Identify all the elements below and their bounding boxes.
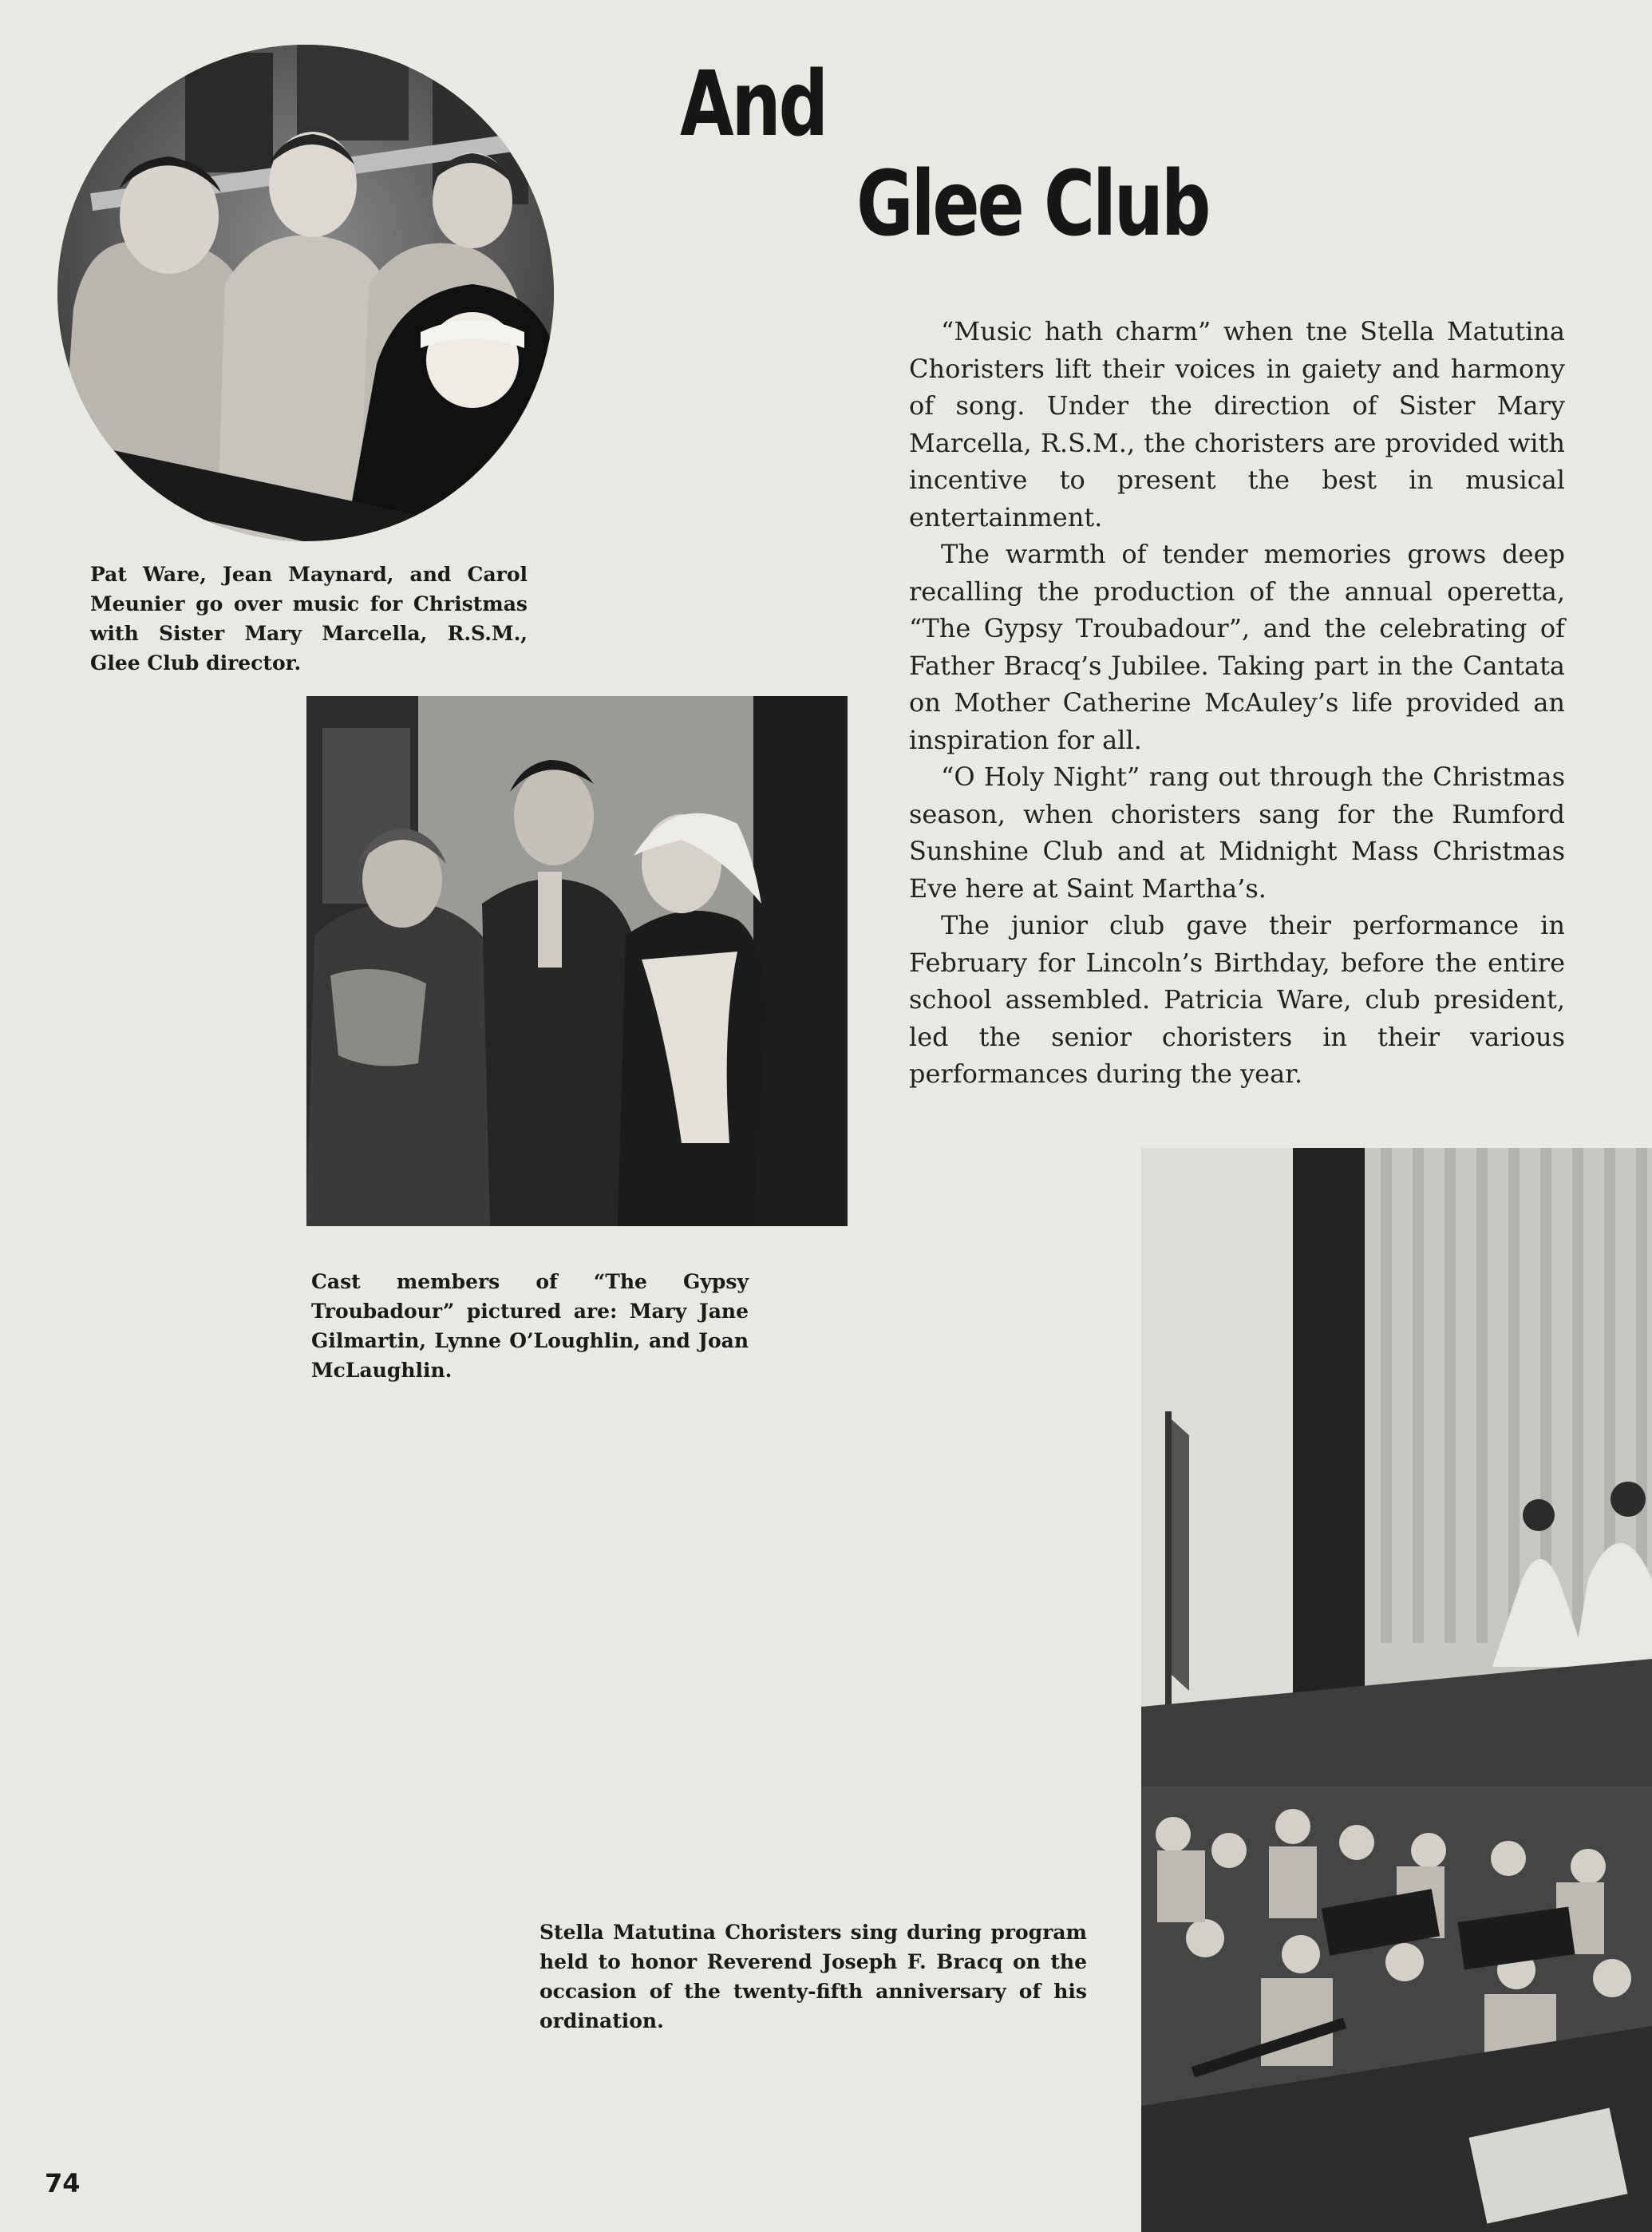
body-paragraph: “Music hath charm” when tne Stella Matutina Choristers lift their voices in gaiety and harmony of song. Under the direction of Sister Mary Marcella, R.S.M., the choristers are provided with incentive to present the best in musical entertainment. (909, 316, 1565, 532)
operetta-cast-photo (306, 696, 848, 1226)
cast-photo-caption: Cast members of “The Gypsy Troubadour” pictured are: Mary Jane Gilmartin, Lynne O’Loughlin, and Joan McLaughlin. (311, 1270, 749, 1382)
choristers-photo-caption: Stella Matutina Choristers sing during program held to honor Reverend Joseph F. Bracq on the occasion of the twenty-fifth anniversary of his ordination. (539, 1921, 1087, 2032)
circle-photo-caption: Pat Ware, Jean Maynard, and Carol Meunier go over music for Christmas with Sister Mary Marcella, R.S.M., Glee Club director. (90, 563, 528, 675)
body-paragraph: The warmth of tender memories grows deep recalling the production of the annual operetta, “The Gypsy Troubadour”, and the celebrating of Father Bracq’s Jubilee. Taking part in the Cantata on Mother Catherine McAuley’s life provided an inspiration for all. (909, 539, 1565, 755)
page-title-line-2: Glee Club (856, 152, 1209, 256)
page-number: 74 (45, 2168, 81, 2198)
choir-members-with-director-photo (57, 45, 554, 541)
choristers-performance-photo (1141, 1148, 1652, 2232)
body-paragraph: “O Holy Night” rang out through the Christmas season, when choristers sang for the Rumford Sunshine Club and at Midnight Mass Christmas Eve here at Saint Martha’s. (909, 762, 1565, 904)
body-paragraph: The junior club gave their performance in February for Lincoln’s Birthday, before the entire school assembled. Patricia Ware, club president, led the senior choristers in their various performances during the year. (909, 910, 1565, 1089)
article-body (909, 313, 1565, 1093)
page-title-line-1: And (680, 53, 826, 156)
